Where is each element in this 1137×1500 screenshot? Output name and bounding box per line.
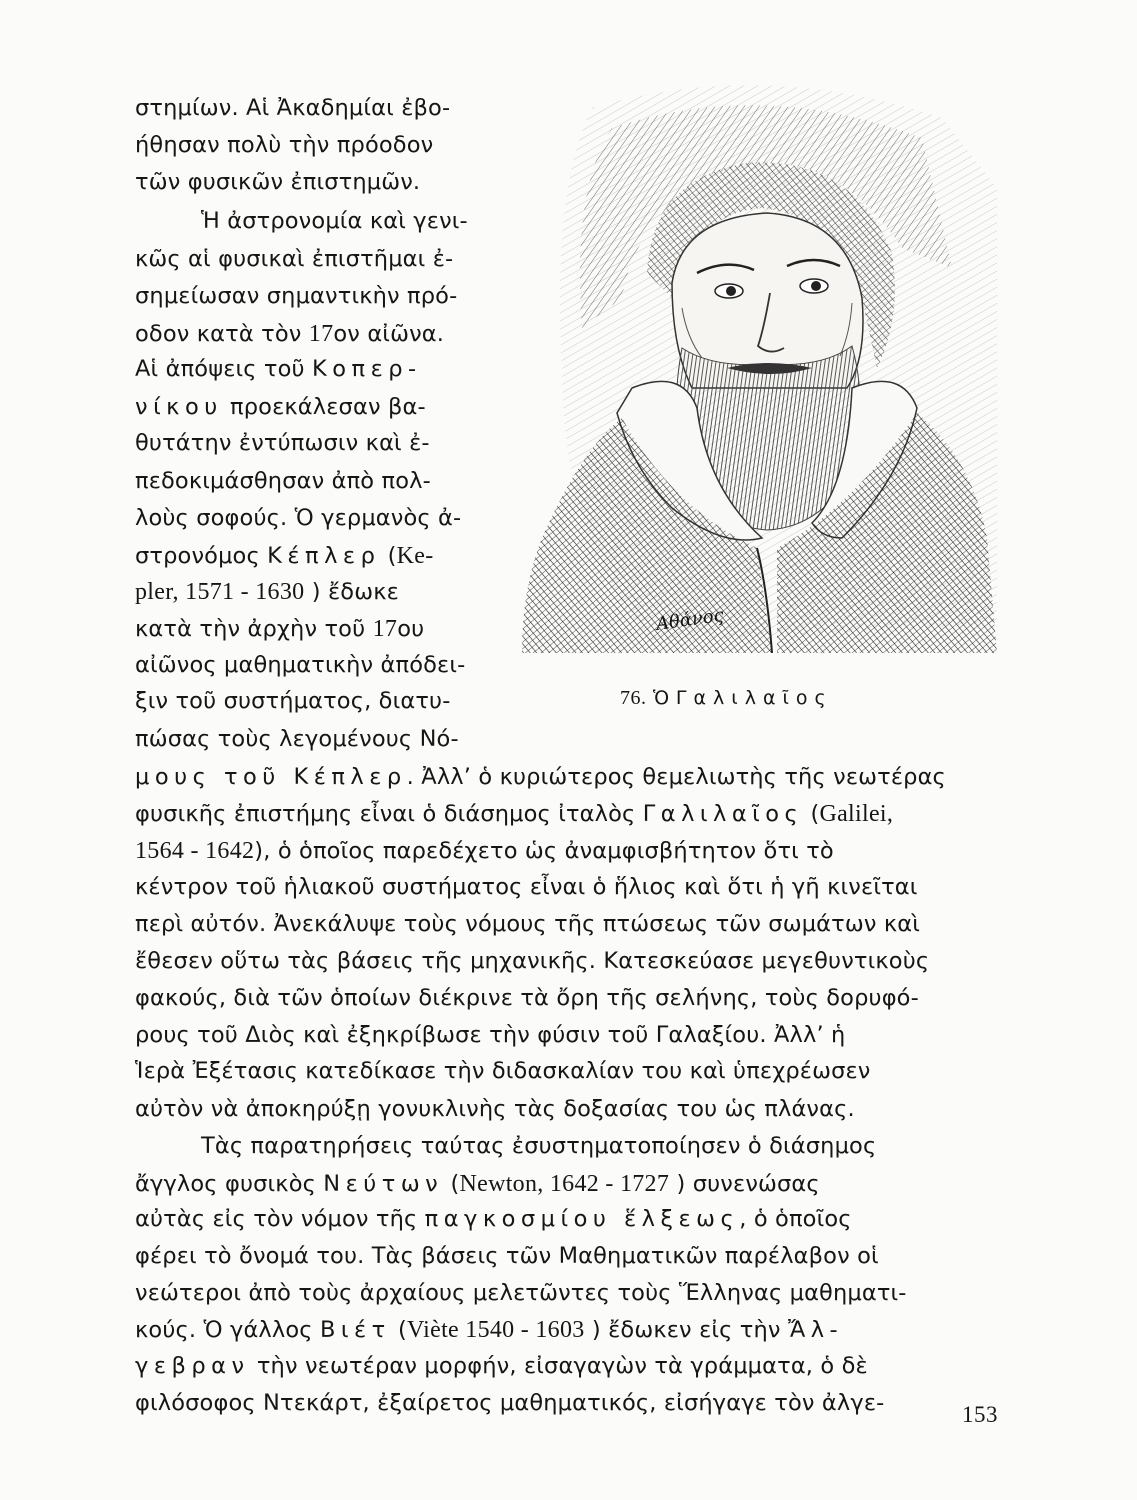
page-number: 153: [962, 1402, 998, 1427]
text-line: τῶν φυσικῶν ἐπιστημῶν.: [135, 169, 421, 195]
caption-article: Ὁ: [652, 687, 670, 709]
text-line: πώσας τοὺς λεγομένους Νό-: [135, 726, 459, 752]
text-line: ήθησαν πολὺ τὴν πρόοδον: [135, 132, 434, 158]
text-line: ρους τοῦ Διὸς καὶ ἐξηκρίβωσε τὴν φύσιν τοῦ Γαλαξίου. Ἀλλ’ ἡ: [135, 1022, 846, 1048]
text-line: αὐτὰς εἰς τὸν νόμον τῆς παγκοσμίου ἕλξεως, ὁ ὁποῖος: [135, 1206, 852, 1232]
galileo-portrait-drawing: [522, 68, 997, 653]
text-line: θυτάτην ἐντύπωσιν καὶ ἐ-: [135, 430, 430, 456]
artist-signature: Αθάνος: [654, 604, 725, 635]
text-line: περὶ αὐτόν. Ἀνεκάλυψε τοὺς νόμους τῆς πτώσεως τῶν σωμάτων καὶ: [135, 911, 921, 937]
figure-number: 76.: [620, 687, 647, 709]
text-line: νίκου προεκάλεσαν βα-: [135, 394, 426, 420]
paragraph-start-line: Τὰς παρατηρήσεις ταύτας ἐσυστηματοποίησεν ὁ διάσημος: [201, 1133, 877, 1159]
text-line: γεβραν τὴν νεωτέραν μορφήν, εἰσαγαγὼν τὰ γράμματα, ὁ δὲ: [135, 1353, 868, 1379]
figure-caption: [620, 687, 833, 710]
text-line: φακούς, διὰ τῶν ὁποίων διέκρινε τὰ ὄρη τῆς σελήνης, τοὺς δορυφό-: [135, 985, 919, 1011]
text-line: κατὰ τὴν ἀρχὴν τοῦ 17ου: [135, 616, 425, 642]
text-line: ἔθεσεν οὕτω τὰς βάσεις τῆς μηχανικῆς. Κατεσκεύασε μεγεθυντικοὺς: [135, 948, 930, 974]
text-line: μους τοῦ Κέπλερ. Ἀλλ’ ὁ κυριώτερος θεμελιωτὴς τῆς νεωτέρας: [135, 764, 946, 790]
text-line: ξιν τοῦ συστήματος, διατυ-: [135, 688, 451, 714]
text-line: πεδοκιμάσθησαν ἀπὸ πολ-: [135, 468, 431, 494]
text-line: φέρει τὸ ὄνομά του. Τὰς βάσεις τῶν Μαθηματικῶν παρέλαβον οἱ: [135, 1243, 879, 1269]
paragraph-start-line: Ἡ ἀστρονομία καὶ γενι-: [201, 208, 468, 234]
caption-name: Γαλιλαῖος: [675, 687, 833, 709]
text-line: αἰῶνος μαθηματικὴν ἀπόδει-: [135, 652, 466, 678]
text-line: 1564 - 1642), ὁ ὁποῖος παρεδέχετο ὡς ἀναμφισβήτητον ὅτι τὸ: [135, 838, 834, 864]
text-line: κῶς αἱ φυσικαὶ ἐπιστῆμαι ἐ-: [135, 246, 454, 272]
text-line: κούς. Ὁ γάλλος Βιέτ (Viète 1540 - 1603 ) ἔδωκεν εἰς τὴν Ἄλ-: [135, 1317, 844, 1343]
text-line: Αἱ ἀπόψεις τοῦ Κοπερ-: [135, 356, 422, 382]
text-line: ἄγγλος φυσικὸς Νεύτων (Newton, 1642 - 1727 ) συνενώσας: [135, 1171, 820, 1197]
text-line: σημείωσαν σημαντικὴν πρό-: [135, 283, 458, 309]
text-line: στημίων. Αἱ Ἀκαδημίαι ἐβο-: [135, 95, 451, 121]
text-line: φυσικῆς ἐπιστήμης εἶναι ὁ διάσημος ἰταλὸς Γαλιλαῖος (Galilei,: [135, 801, 894, 827]
portrait-figure: [522, 68, 997, 653]
text-line: οδον κατὰ τὸν 17ον αἰῶνα.: [135, 321, 445, 347]
text-line: στρονόμος Κέπλερ (Ke-: [135, 543, 434, 569]
text-line: αὐτὸν νὰ ἀποκηρύξῃ γονυκλινὴς τὰς δοξασίας του ὡς πλάνας.: [135, 1096, 855, 1122]
text-line: Ἱερὰ Ἐξέτασις κατεδίκασε τὴν διδασκαλίαν του καὶ ὑπεχρέωσεν: [135, 1058, 871, 1084]
text-line: λοὺς σοφούς. Ὁ γερμανὸς ἀ-: [135, 505, 462, 531]
text-line: κέντρον τοῦ ἡλιακοῦ συστήματος εἶναι ὁ ἥλιος καὶ ὅτι ἡ γῆ κινεῖται: [135, 874, 918, 900]
text-line: φιλόσοφος Ντεκάρτ, ἐξαίρετος μαθηματικός, εἰσήγαγε τὸν ἀλγε-: [135, 1390, 885, 1416]
text-line: νεώτεροι ἀπὸ τοὺς ἀρχαίους μελετῶντες τοὺς Ἕλληνας μαθηματι-: [135, 1280, 907, 1306]
text-line: pler, 1571 - 1630 ) ἔδωκε: [135, 579, 399, 605]
